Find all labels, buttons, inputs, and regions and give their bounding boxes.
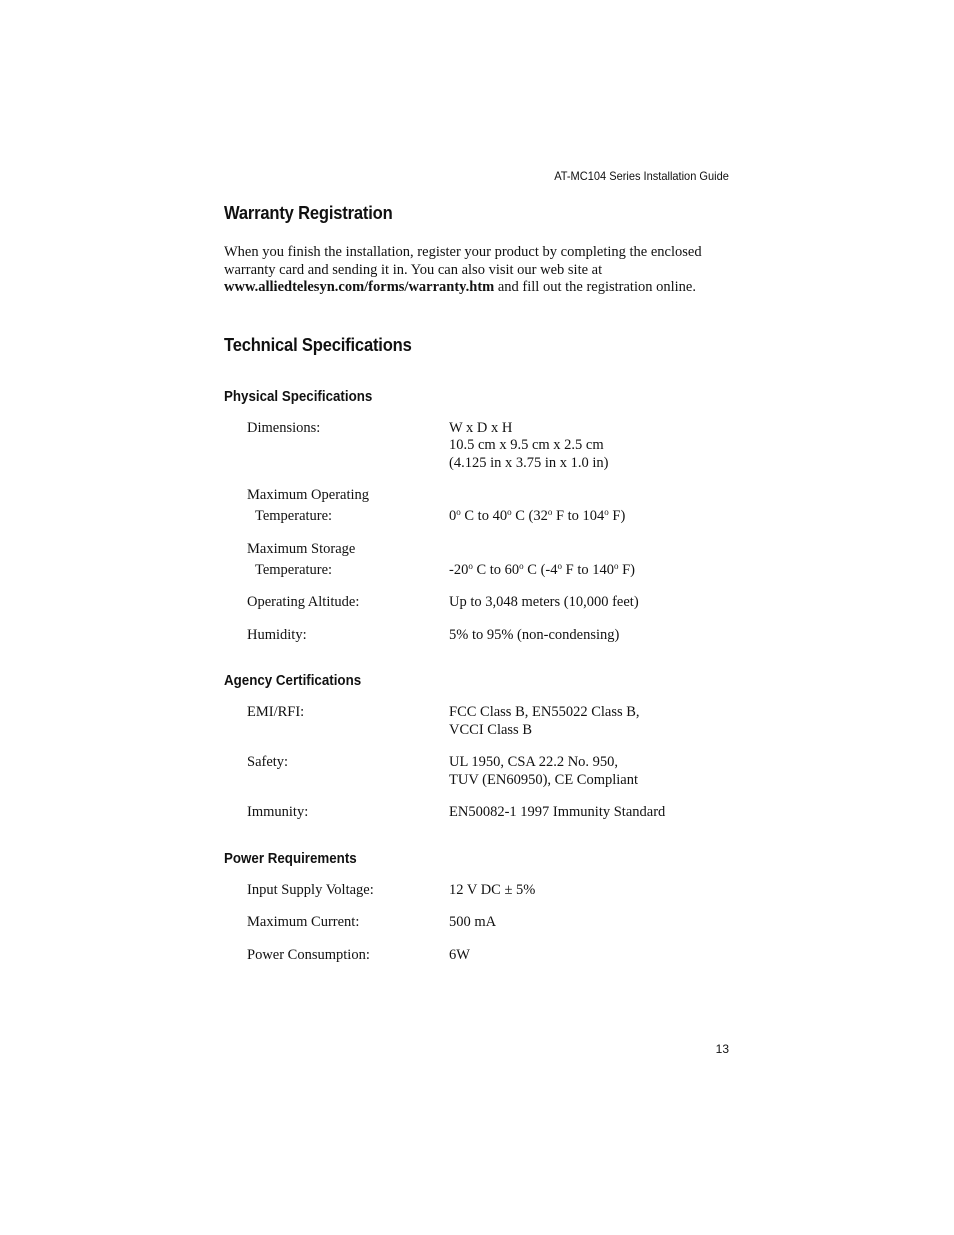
spec-row-voltage xyxy=(247,882,734,900)
spec-label: Power Consumption: xyxy=(247,946,370,963)
spec-label: Operating Altitude: xyxy=(247,594,360,610)
spec-label xyxy=(247,541,449,580)
safety-line-1: UL 1950, CSA 22.2 No. 950, xyxy=(449,754,619,770)
spec-row-current xyxy=(247,914,734,932)
safety-line-2: TUV (EN60950), CE Compliant xyxy=(449,771,639,788)
spec-value xyxy=(449,541,734,580)
spec-label: Immunity: xyxy=(247,804,309,820)
op-temp-label-line-1: Maximum Operating xyxy=(247,487,370,503)
spec-label: Dimensions: xyxy=(247,419,321,436)
agency-certifications-table xyxy=(247,704,734,822)
warranty-text-end: and fill out the registration online. xyxy=(494,279,696,295)
spec-value: 12 V DC ± 5% xyxy=(449,881,536,898)
emi-line-1: FCC Class B, EN55022 Class B, xyxy=(449,704,640,720)
page-content xyxy=(224,203,734,964)
op-temp-value: 0$^o$ C to 40$^o$ C (32$^o$ F to 104$^o$ F) xyxy=(449,507,626,524)
spec-row-safety xyxy=(247,754,734,789)
spec-value xyxy=(449,704,734,739)
spec-row-storage-temperature xyxy=(247,541,734,580)
emi-line-2: VCCI Class B xyxy=(449,721,532,738)
dimensions-line-1: W x D x H xyxy=(449,419,513,436)
spec-row-emi-rfi xyxy=(247,704,734,739)
spec-value: 500 mA xyxy=(449,914,497,930)
agency-certifications-heading: Agency Certifications xyxy=(224,673,362,689)
spec-value xyxy=(449,487,734,526)
st-temp-value: -20$^o$ C to 60$^o$ C (-4$^o$ F to 140$^o$ F) xyxy=(449,560,636,578)
spec-row-altitude xyxy=(247,594,734,612)
spec-value: Up to 3,048 meters (10,000 feet) xyxy=(449,594,639,610)
dimensions-line-2: 10.5 cm x 9.5 cm x 2.5 cm xyxy=(449,437,604,453)
spec-row-operating-temperature xyxy=(247,487,734,526)
page-number: 13 xyxy=(715,1042,729,1056)
warranty-url-link[interactable]: www.alliedtelesyn.com/forms/warranty.htm xyxy=(224,279,495,295)
dimensions-line-3: (4.125 in x 3.75 in x 1.0 in) xyxy=(449,454,609,471)
physical-specs-heading: Physical Specifications xyxy=(224,388,373,405)
warranty-heading: Warranty Registration xyxy=(224,203,393,223)
spec-value: 5% to 95% (non-condensing) xyxy=(449,626,620,643)
spec-value xyxy=(449,754,734,789)
tech-specs-heading: Technical Specifications xyxy=(224,334,412,355)
spec-label: Humidity: xyxy=(247,626,307,643)
warranty-text-start: When you finish the installation, register your product by completing the enclosed warranty card and sending it in. You can also visit our web site at xyxy=(224,244,702,278)
spec-value: EN50082-1 1997 Immunity Standard xyxy=(449,804,666,820)
spec-label: EMI/RFI: xyxy=(247,704,305,720)
spec-label: Maximum Current: xyxy=(247,914,360,930)
op-temp-label-line-2: Temperature: xyxy=(255,508,333,524)
spec-row-immunity xyxy=(247,804,734,822)
st-temp-label-line-2: Temperature: xyxy=(255,561,333,578)
spec-label: Safety: xyxy=(247,754,289,770)
spec-row-humidity xyxy=(247,627,734,645)
power-requirements-table xyxy=(247,882,734,965)
spec-label: Input Supply Voltage: xyxy=(247,881,374,898)
warranty-paragraph xyxy=(224,244,729,297)
physical-specs-table xyxy=(247,420,734,645)
spec-row-dimensions xyxy=(247,420,734,473)
spec-label xyxy=(247,487,449,526)
spec-value: 6W xyxy=(449,946,470,963)
spec-row-consumption xyxy=(247,947,734,965)
spec-value xyxy=(449,420,734,473)
running-header: AT-MC104 Series Installation Guide xyxy=(554,169,729,183)
power-requirements-heading: Power Requirements xyxy=(224,850,357,867)
st-temp-label-line-1: Maximum Storage xyxy=(247,540,356,557)
